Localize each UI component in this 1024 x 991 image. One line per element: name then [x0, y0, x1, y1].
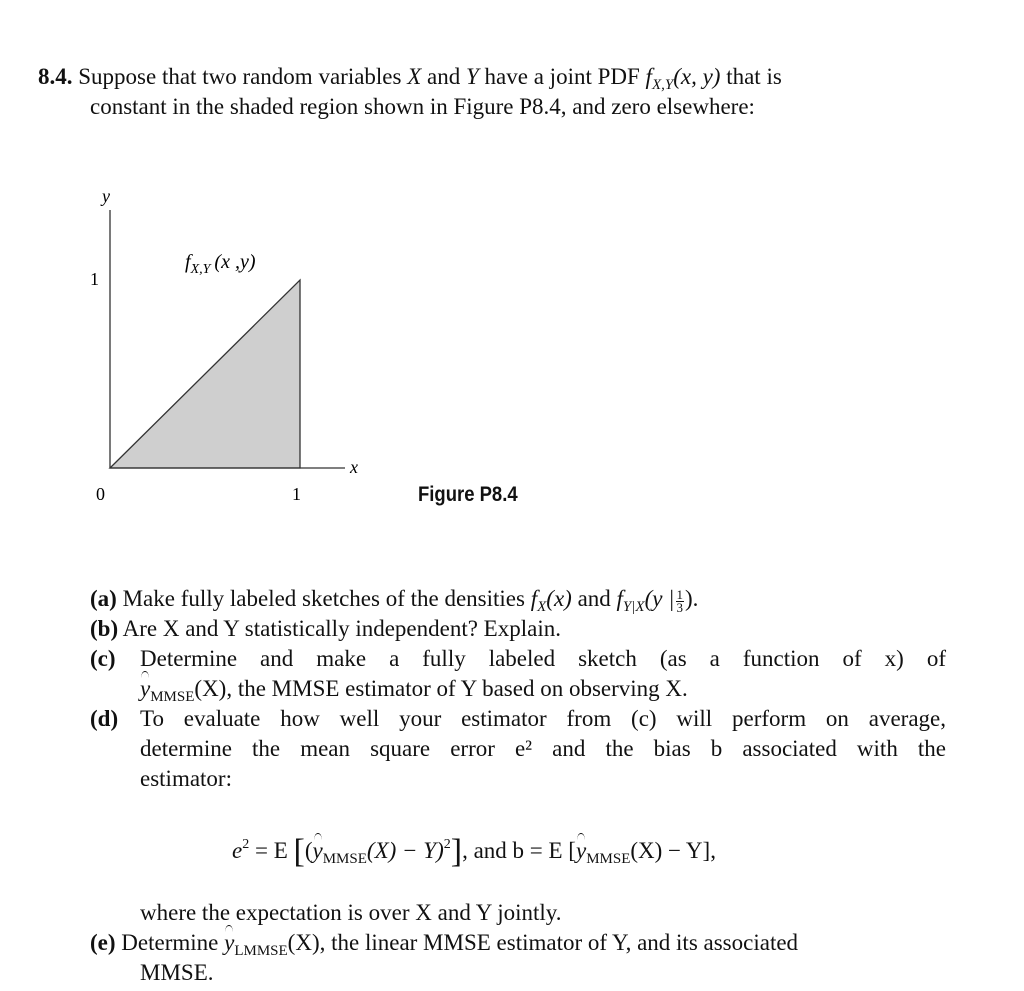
problem-text-3: that is [726, 64, 782, 89]
problem-text-1: Suppose that two random variables [78, 64, 402, 89]
problem-number: 8.4. [38, 64, 73, 89]
var-y: Y [466, 64, 479, 89]
eq-e: e [232, 838, 243, 863]
y-axis-label: y [102, 186, 110, 206]
part-c-label: (c) [90, 646, 116, 671]
part-a-and: and [577, 586, 611, 611]
part-e-text-1: Determine [121, 930, 219, 955]
fyx-symbol: $f_{Y|X}(y$ | [616, 586, 675, 615]
figure-caption: Figure P8.4 [418, 483, 518, 506]
fyx-close: ). [685, 586, 699, 611]
part-c-text-2: (X), the MMSE estimator of Y based on observing X. [194, 676, 688, 701]
eq-and-b: , and b = E [ [462, 838, 576, 863]
eq-inner-rest: (X) − Y) [366, 838, 444, 863]
part-c-line-1: Determine and make a fully labeled sketch (as a function of x) of [140, 646, 946, 671]
part-e-text-2: (X), the linear MMSE estimator of Y, and its associated [287, 930, 799, 955]
part-a-label: (a) [90, 586, 117, 611]
figure-p8-4 [80, 180, 480, 510]
fraction-one-third: $\frac{1}{3}$ [676, 587, 684, 615]
part-d-label: (d) [90, 706, 119, 731]
shaded-region [110, 280, 300, 468]
where-line: where the expectation is over X and Y jointly. [140, 900, 562, 925]
part-b [90, 614, 561, 644]
y-hat-lmmse: y [224, 928, 234, 958]
part-b-text: Are X and Y statistically independent? Explain. [122, 616, 561, 641]
x-axis-label: x [350, 457, 358, 477]
part-a-text: Make fully labeled sketches of the densities [122, 586, 525, 611]
fx-symbol: $f_X(x)$ [530, 586, 572, 615]
eq-rest-2: (X) − Y], [630, 838, 716, 863]
var-x: X [407, 64, 422, 89]
equation: $e^2 = E$ $[(y_{MMSE}(X) - Y)^2]$, and b = E $[y_{MMSE}(X) - Y]$, [232, 833, 716, 870]
tick-x-1: 1 [292, 484, 301, 504]
problem-text-2: have a joint PDF [484, 64, 640, 89]
lmmse-subscript: LMMSE [234, 943, 288, 959]
problem-line-2 [90, 92, 755, 122]
part-d-line-3: estimator: [140, 766, 232, 791]
and-text: and [427, 64, 461, 89]
tick-x-0: 0 [96, 484, 105, 504]
tick-y-1: 1 [90, 269, 99, 289]
region-label: $f_{X,Y}$ (x ,y) [185, 251, 256, 277]
part-d-line-2: determine the mean square error e² and the bias b associated with the [140, 736, 946, 761]
problem-text-4: constant in the shaded region shown in Figure P8.4, and zero elsewhere: [90, 94, 755, 119]
part-e-label: (e) [90, 930, 116, 955]
part-b-label: (b) [90, 616, 119, 641]
part-d-line-1: To evaluate how well your estimator from (c) will perform on average, [140, 706, 946, 731]
mmse-subscript: MMSE [150, 689, 195, 705]
pdf-symbol: $f_{X,Y}(x$, y) [645, 64, 721, 93]
part-e-line-2: MMSE. [140, 960, 214, 985]
y-hat-mmse: y [140, 674, 150, 704]
eq-equals-e: = E [254, 838, 288, 863]
